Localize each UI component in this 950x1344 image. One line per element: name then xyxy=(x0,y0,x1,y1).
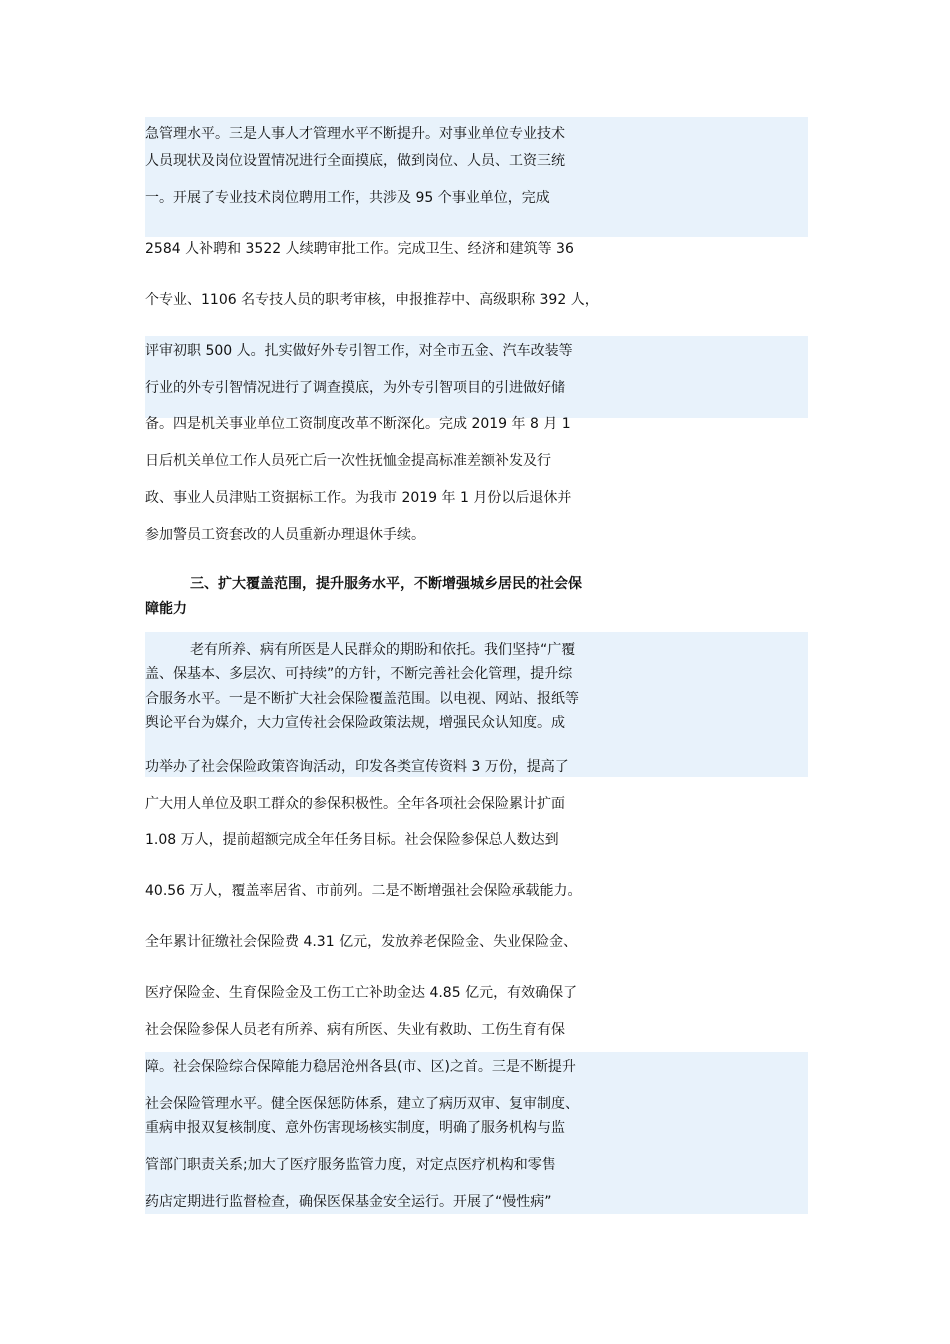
text-line: 备。四是机关事业单位工资制度改革不断深化。完成 2019 年 8 月 1 xyxy=(145,416,571,432)
text-line: 医疗保险金、生育保险金及工伤工亡补助金达 4.85 亿元，有效确保了 xyxy=(145,985,578,1001)
text-line: 参加警员工资套改的人员重新办理退休手续。 xyxy=(145,527,425,543)
text-line: 一。开展了专业技术岗位聘用工作，共涉及 95 个事业单位，完成 xyxy=(145,190,550,206)
text-line: 40.56 万人，覆盖率居省、市前列。二是不断增强社会保险承载能力。 xyxy=(145,883,582,899)
text-line: 障。社会保险综合保障能力稳居沧州各县(市、区)之首。三是不断提升 xyxy=(145,1059,576,1075)
text-line: 1.08 万人，提前超额完成全年任务目标。社会保险参保总人数达到 xyxy=(145,832,559,848)
text-line: 评审初职 500 人。扎实做好外专引智工作，对全市五金、汽车改装等 xyxy=(145,343,573,359)
text-line: 人员现状及岗位设置情况进行全面摸底，做到岗位、人员、工资三统 xyxy=(145,153,565,169)
text-line: 行业的外专引智情况进行了调查摸底，为外专引智项目的引进做好储 xyxy=(145,380,565,396)
text-line: 舆论平台为媒介，大力宣传社会保险政策法规，增强民众认知度。成 xyxy=(145,715,565,731)
text-line: 社会保险管理水平。健全医保惩防体系，建立了病历双审、复审制度、 xyxy=(145,1096,579,1112)
section-heading: 障能力 xyxy=(145,601,187,617)
text-line: 盖、保基本、多层次、可持续”的方针，不断完善社会化管理，提升综 xyxy=(145,666,573,682)
text-line: 政、事业人员津贴工资据标工作。为我市 2019 年 1 月份以后退休并 xyxy=(145,490,572,506)
text-line: 合服务水平。一是不断扩大社会保险覆盖范围。以电视、网站、报纸等 xyxy=(145,691,579,707)
text-line: 功举办了社会保险政策咨询活动，印发各类宣传资料 3 万份，提高了 xyxy=(145,759,569,775)
text-line: 社会保险参保人员老有所养、病有所医、失业有救助、工伤生育有保 xyxy=(145,1022,565,1038)
text-line: 急管理水平。三是人事人才管理水平不断提升。对事业单位专业技术 xyxy=(145,126,565,142)
text-line: 重病申报双复核制度、意外伤害现场核实制度，明确了服务机构与监 xyxy=(145,1120,565,1136)
text-line: 管部门职责关系;加大了医疗服务监管力度，对定点医疗机构和零售 xyxy=(145,1157,556,1173)
text-line: 2584 人补聘和 3522 人续聘审批工作。完成卫生、经济和建筑等 36 xyxy=(145,241,574,257)
text-line: 广大用人单位及职工群众的参保积极性。全年各项社会保险累计扩面 xyxy=(145,796,565,812)
text-line: 全年累计征缴社会保险费 4.31 亿元，发放养老保险金、失业保险金、 xyxy=(145,934,578,950)
text-line: 老有所养、病有所医是人民群众的期盼和依托。我们坚持“广覆 xyxy=(190,642,576,658)
text-line: 药店定期进行监督检查，确保医保基金安全运行。开展了“慢性病” xyxy=(145,1194,552,1210)
text-line: 日后机关单位工作人员死亡后一次性抚恤金提高标准差额补发及行 xyxy=(145,453,551,469)
section-heading: 三、扩大覆盖范围，提升服务水平，不断增强城乡居民的社会保 xyxy=(190,576,582,592)
text-line: 个专业、1106 名专技人员的职考审核，申报推荐中、高级职称 392 人， xyxy=(145,292,599,308)
